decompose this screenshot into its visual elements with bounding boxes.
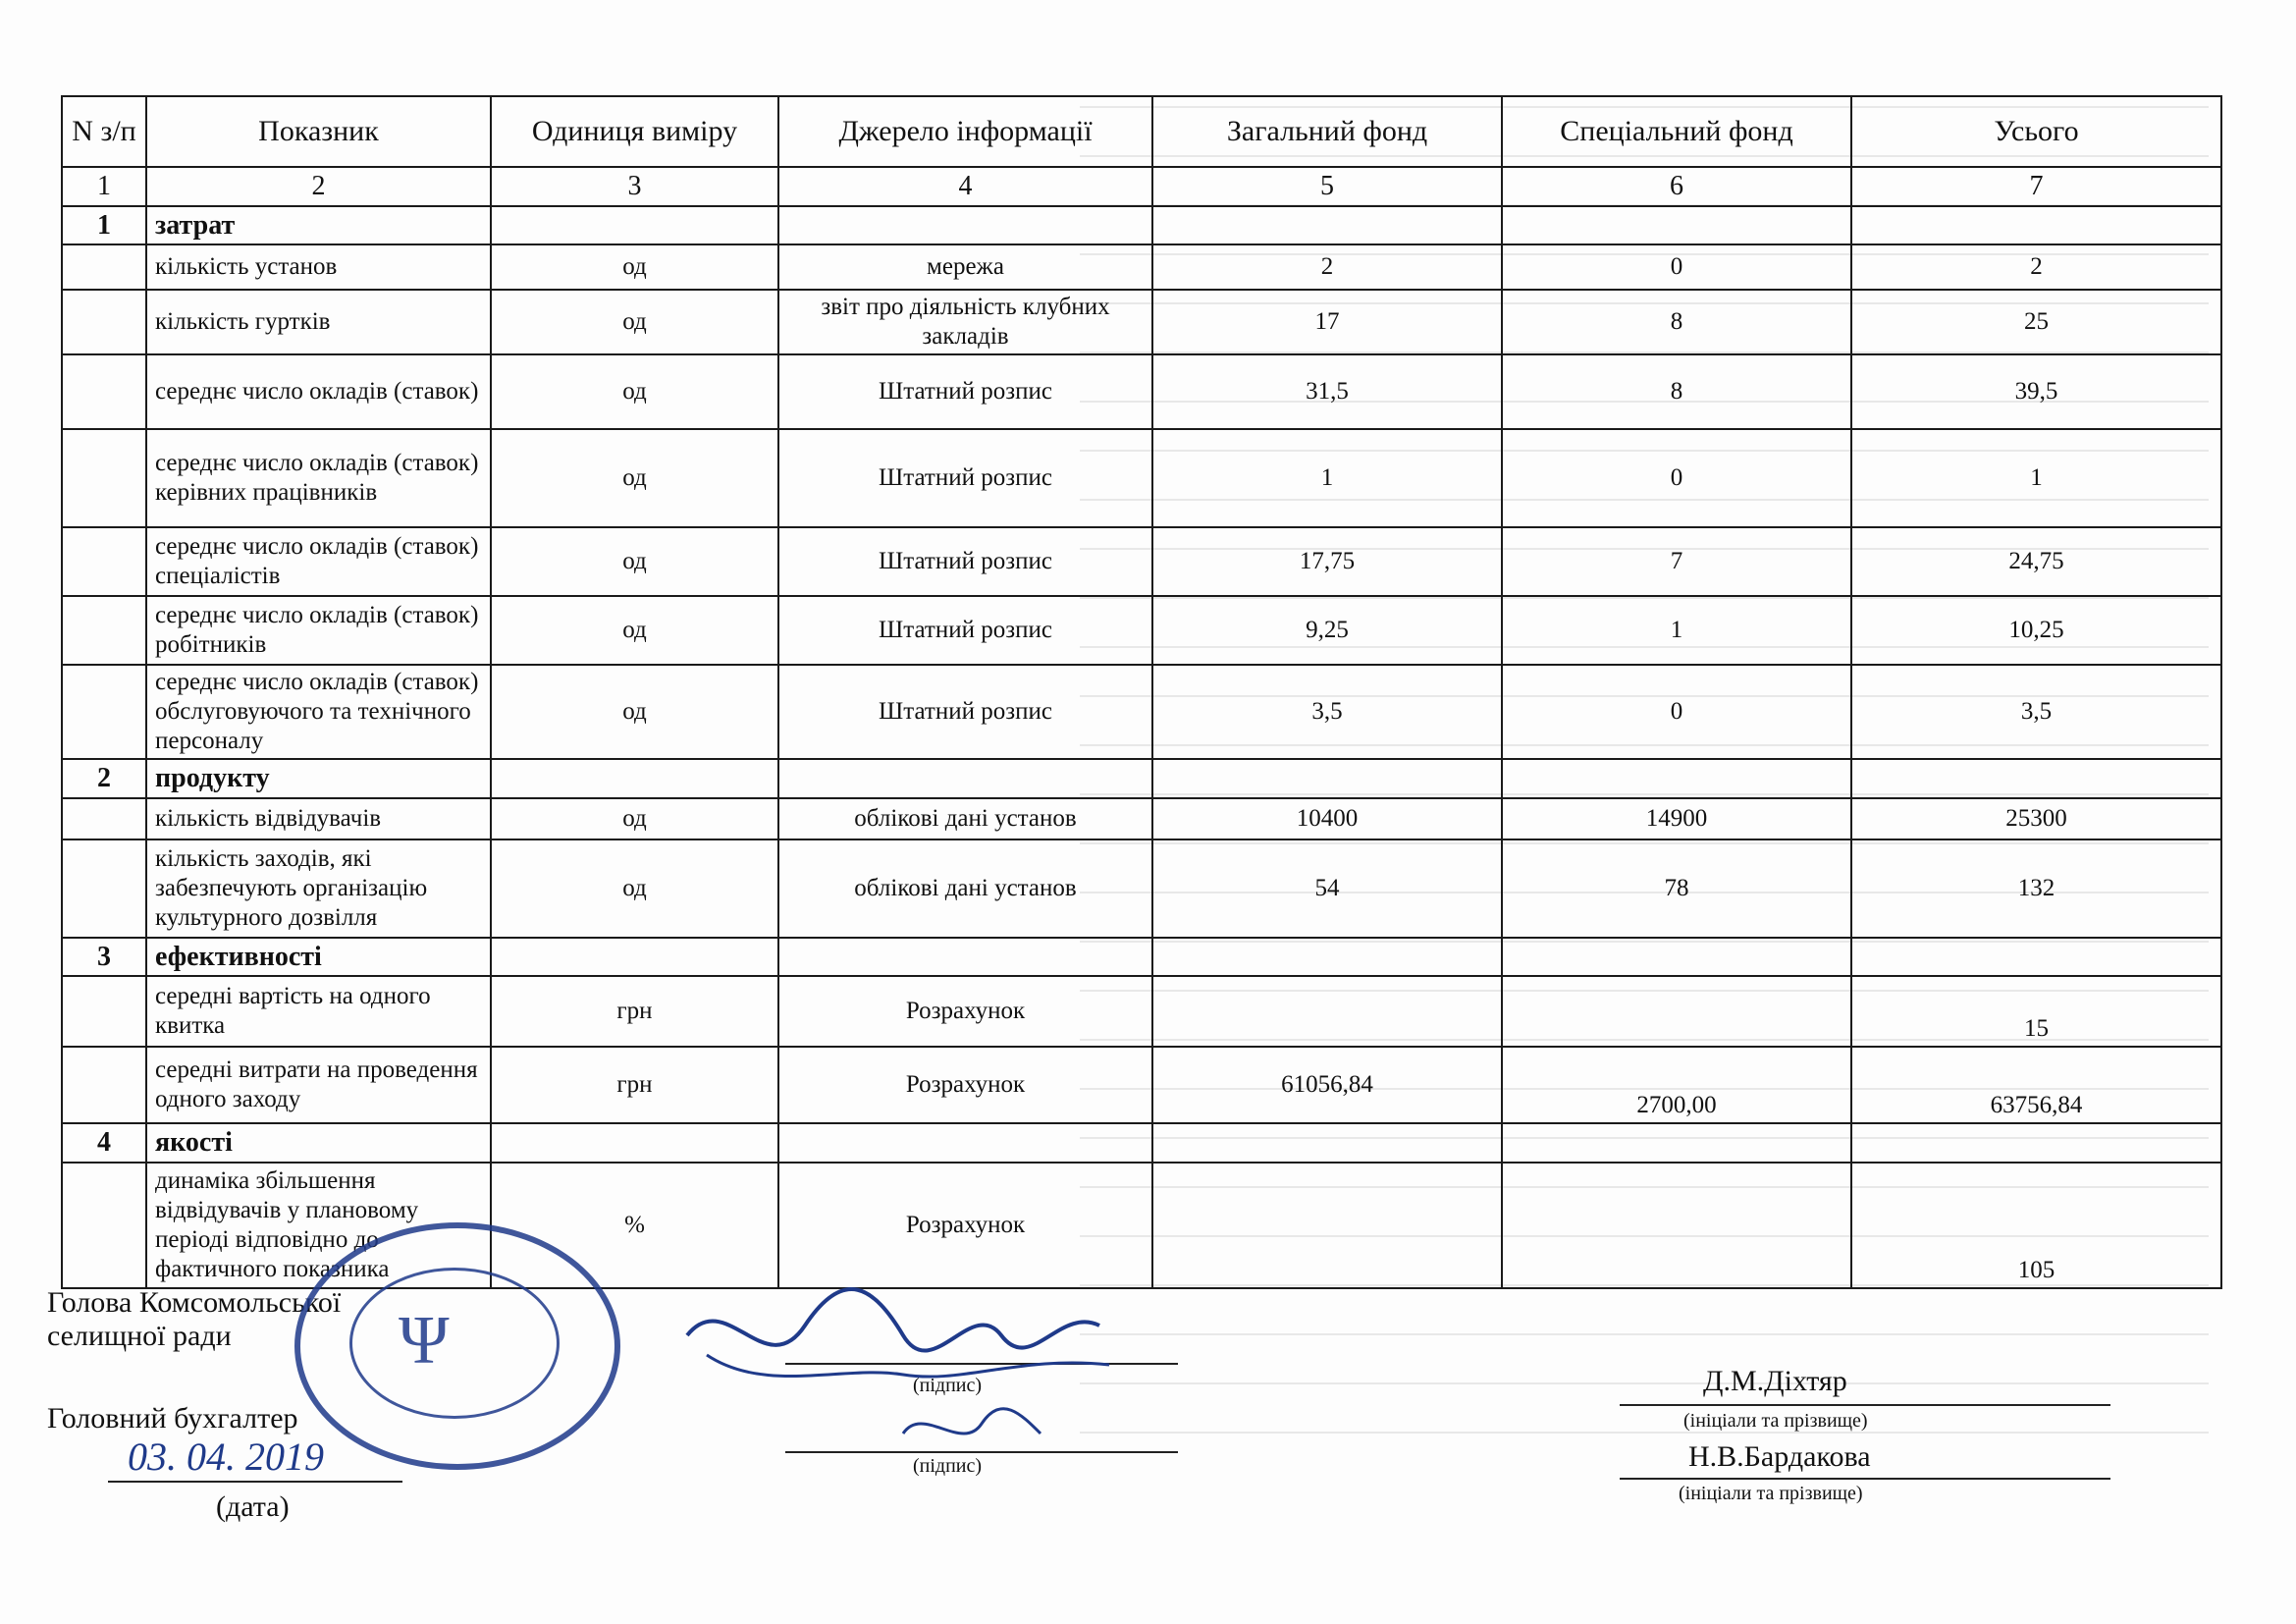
special-fund-cell: 0 xyxy=(1502,665,1851,759)
total-cell: 39,5 xyxy=(1851,354,2221,429)
special-fund-cell: 0 xyxy=(1502,429,1851,527)
table-row xyxy=(62,839,2221,938)
unit-cell: од xyxy=(491,290,778,354)
total-cell: 24,75 xyxy=(1851,527,2221,596)
indicator-name: кількість установ xyxy=(146,244,491,290)
signature-caption-accountant: (підпис) xyxy=(913,1455,983,1477)
general-fund-cell xyxy=(1152,976,1502,1047)
section-title: ефективності xyxy=(146,938,491,977)
unit-cell: од xyxy=(491,596,778,665)
table-row xyxy=(62,244,2221,290)
total-cell: 25 xyxy=(1851,290,2221,354)
column-number-row xyxy=(62,167,2221,206)
table-header-row xyxy=(62,96,2221,167)
general-fund-cell: 2 xyxy=(1152,244,1502,290)
trident-icon: Ψ xyxy=(399,1303,450,1379)
head-name: Д.М.Діхтяр xyxy=(1703,1365,1847,1397)
stamp-inner-ring xyxy=(349,1268,560,1419)
section-row-costs xyxy=(62,206,2221,245)
unit-cell: од xyxy=(491,839,778,938)
source-cell: Розрахунок xyxy=(778,976,1152,1047)
col-number: 4 xyxy=(778,167,1152,206)
section-number: 4 xyxy=(62,1123,146,1163)
total-cell: 10,25 xyxy=(1851,596,2221,665)
special-fund-cell: 78 xyxy=(1502,839,1851,938)
name-line-head xyxy=(1620,1404,2110,1406)
section-number: 3 xyxy=(62,938,146,977)
indicator-name: середнє число окладів (ставок) обслуговуючого та технічного персоналу xyxy=(146,665,491,759)
general-fund-cell xyxy=(1152,1163,1502,1288)
accountant-name: Н.В.Бардакова xyxy=(1688,1440,1871,1473)
col-number: 6 xyxy=(1502,167,1851,206)
section-title: затрат xyxy=(146,206,491,245)
indicator-name: середнє число окладів (ставок) робітників xyxy=(146,596,491,665)
total-cell: 105 xyxy=(1851,1163,2221,1288)
unit-cell: од xyxy=(491,798,778,839)
indicator-name: середнє число окладів (ставок) керівних працівників xyxy=(146,429,491,527)
unit-cell: од xyxy=(491,354,778,429)
table-row xyxy=(62,665,2221,759)
total-cell: 3,5 xyxy=(1851,665,2221,759)
name-line-accountant xyxy=(1620,1478,2110,1480)
special-fund-cell: 8 xyxy=(1502,354,1851,429)
indicator-name: динаміка збільшення відвідувачів у плановому періоді відповідно до фактичного показника xyxy=(146,1163,491,1288)
indicator-name: середнє число окладів (ставок) xyxy=(146,354,491,429)
source-cell: облікові дані установ xyxy=(778,798,1152,839)
name-caption-accountant: (ініціали та прізвище) xyxy=(1679,1483,1863,1504)
total-cell: 63756,84 xyxy=(1851,1047,2221,1123)
table-row xyxy=(62,1047,2221,1123)
section-number: 2 xyxy=(62,759,146,798)
special-fund-cell: 2700,00 xyxy=(1502,1047,1851,1123)
general-fund-cell: 10400 xyxy=(1152,798,1502,839)
official-stamp xyxy=(294,1222,620,1470)
unit-cell: грн xyxy=(491,1047,778,1123)
header-cell: Одиниця виміру xyxy=(491,96,778,167)
indicator-name: середні вартість на одного квитка xyxy=(146,976,491,1047)
section-number: 1 xyxy=(62,206,146,245)
indicator-name: кількість відвідувачів xyxy=(146,798,491,839)
table-row xyxy=(62,354,2221,429)
source-cell: облікові дані установ xyxy=(778,839,1152,938)
table-row xyxy=(62,527,2221,596)
general-fund-cell: 17 xyxy=(1152,290,1502,354)
total-cell: 2 xyxy=(1851,244,2221,290)
unit-cell: од xyxy=(491,244,778,290)
total-cell: 15 xyxy=(1851,976,2221,1047)
table-row xyxy=(62,976,2221,1047)
source-cell: Штатний розпис xyxy=(778,354,1152,429)
section-title: продукту xyxy=(146,759,491,798)
date-line xyxy=(108,1481,402,1483)
indicator-name: кількість гуртків xyxy=(146,290,491,354)
indicator-name: середні витрати на проведення одного заходу xyxy=(146,1047,491,1123)
col-number: 5 xyxy=(1152,167,1502,206)
special-fund-cell: 8 xyxy=(1502,290,1851,354)
special-fund-cell: 0 xyxy=(1502,244,1851,290)
total-cell: 1 xyxy=(1851,429,2221,527)
name-caption-head: (ініціали та прізвище) xyxy=(1683,1410,1868,1432)
handwritten-date: 03. 04. 2019 xyxy=(128,1435,324,1479)
col-number: 3 xyxy=(491,167,778,206)
signature-scribbles xyxy=(648,1227,1198,1473)
general-fund-cell: 31,5 xyxy=(1152,354,1502,429)
header-cell: Показник xyxy=(146,96,491,167)
general-fund-cell: 9,25 xyxy=(1152,596,1502,665)
table-row xyxy=(62,290,2221,354)
unit-cell: од xyxy=(491,429,778,527)
indicators-table xyxy=(61,95,2222,1289)
general-fund-cell: 17,75 xyxy=(1152,527,1502,596)
table-row xyxy=(62,596,2221,665)
section-row-product xyxy=(62,759,2221,798)
general-fund-cell: 61056,84 xyxy=(1152,1047,1502,1123)
unit-cell: грн xyxy=(491,976,778,1047)
header-cell: Усього xyxy=(1851,96,2221,167)
col-number: 2 xyxy=(146,167,491,206)
special-fund-cell: 7 xyxy=(1502,527,1851,596)
col-number: 7 xyxy=(1851,167,2221,206)
source-cell: мережа xyxy=(778,244,1152,290)
header-cell: N з/п xyxy=(62,96,146,167)
source-cell: Штатний розпис xyxy=(778,429,1152,527)
header-cell: Спеціальний фонд xyxy=(1502,96,1851,167)
unit-cell: % xyxy=(491,1163,778,1288)
special-fund-cell: 1 xyxy=(1502,596,1851,665)
general-fund-cell: 54 xyxy=(1152,839,1502,938)
total-cell: 132 xyxy=(1851,839,2221,938)
general-fund-cell: 1 xyxy=(1152,429,1502,527)
table-row xyxy=(62,429,2221,527)
section-row-quality xyxy=(62,1123,2221,1163)
signature-caption-head: (підпис) xyxy=(913,1375,983,1396)
total-cell: 25300 xyxy=(1851,798,2221,839)
source-cell: Розрахунок xyxy=(778,1163,1152,1288)
head-title-line1: Голова Комсомольської xyxy=(47,1286,342,1319)
indicator-name: середнє число окладів (ставок) спеціалістів xyxy=(146,527,491,596)
source-cell: Штатний розпис xyxy=(778,665,1152,759)
special-fund-cell: 14900 xyxy=(1502,798,1851,839)
general-fund-cell: 3,5 xyxy=(1152,665,1502,759)
section-title: якості xyxy=(146,1123,491,1163)
header-cell: Джерело інформації xyxy=(778,96,1152,167)
source-cell: Штатний розпис xyxy=(778,527,1152,596)
accountant-title: Головний бухгалтер xyxy=(47,1402,298,1435)
unit-cell: од xyxy=(491,665,778,759)
indicator-name: кількість заходів, які забезпечують організацію культурного дозвілля xyxy=(146,839,491,938)
special-fund-cell xyxy=(1502,976,1851,1047)
head-title-line2: селищної ради xyxy=(47,1320,232,1352)
special-fund-cell xyxy=(1502,1163,1851,1288)
unit-cell: од xyxy=(491,527,778,596)
source-cell: звіт про діяльність клубних закладів xyxy=(778,290,1152,354)
date-caption: (дата) xyxy=(216,1490,290,1523)
source-cell: Розрахунок xyxy=(778,1047,1152,1123)
section-row-efficiency xyxy=(62,938,2221,977)
source-cell: Штатний розпис xyxy=(778,596,1152,665)
header-cell: Загальний фонд xyxy=(1152,96,1502,167)
col-number: 1 xyxy=(62,167,146,206)
table-row xyxy=(62,798,2221,839)
